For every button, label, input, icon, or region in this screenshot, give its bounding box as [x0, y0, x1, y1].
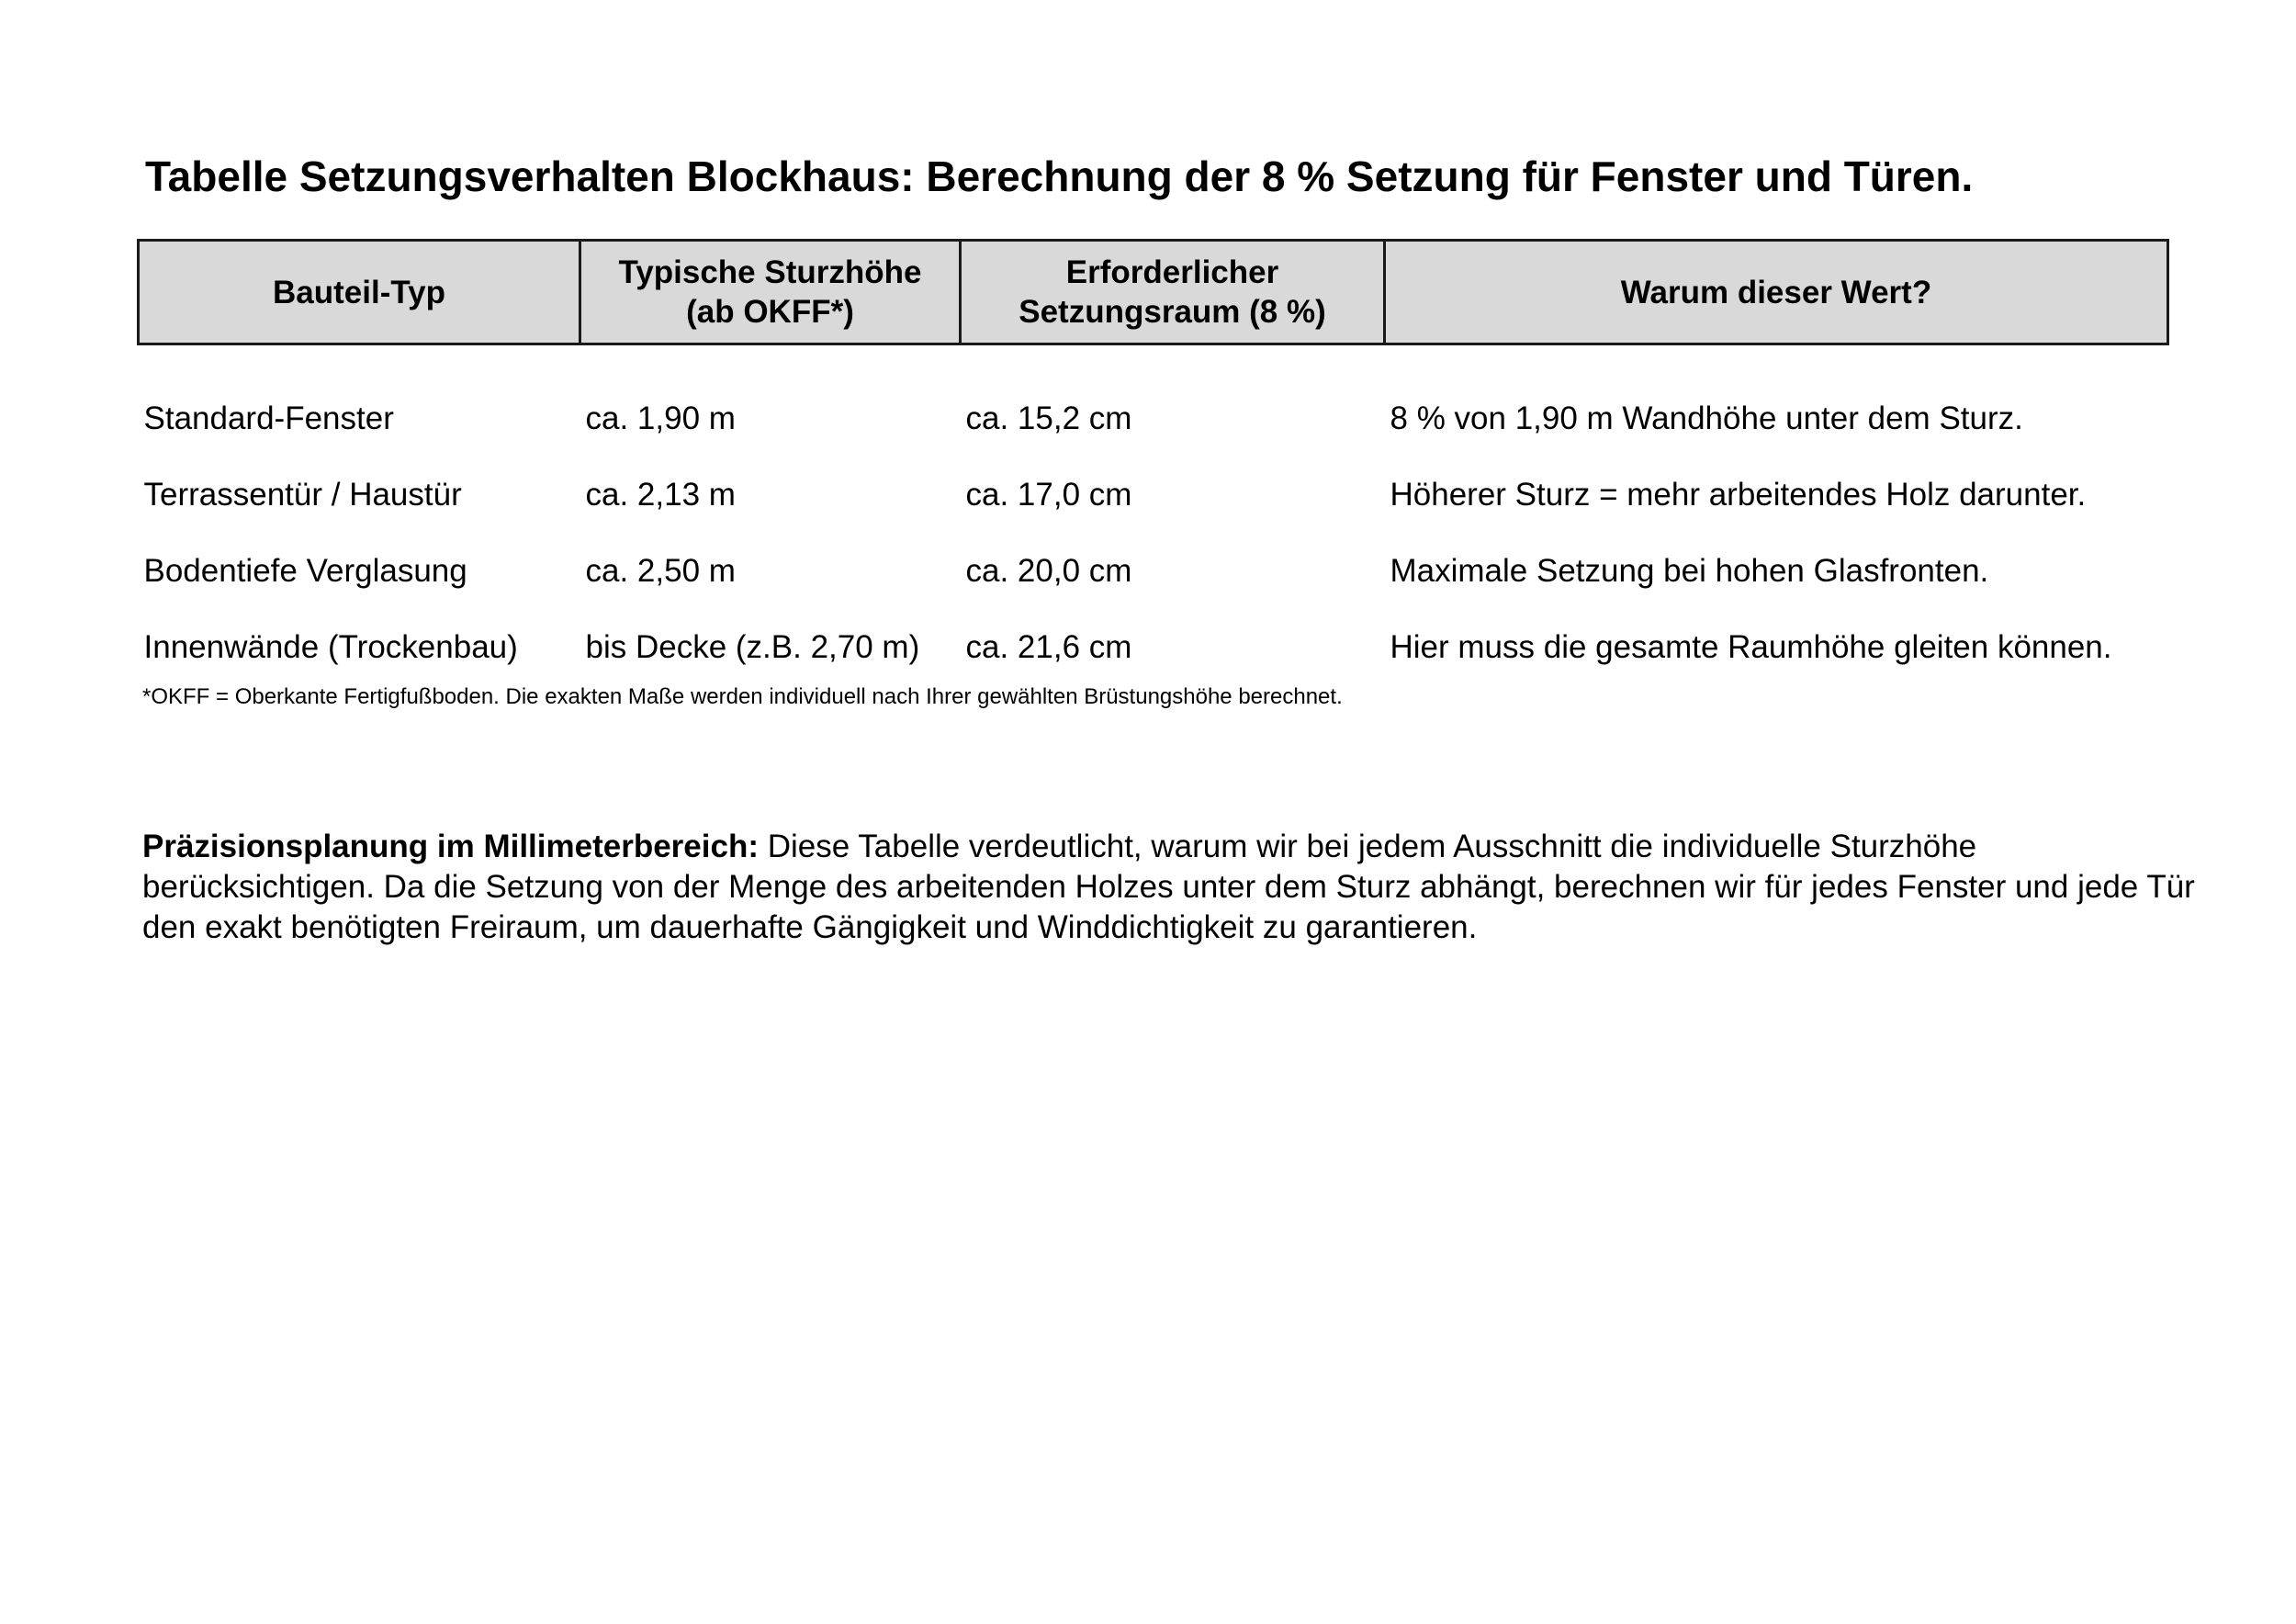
header-line: Setzungsraum (8 %) [1019, 294, 1326, 330]
cell-begruendung: Hier muss die gesamte Raumhöhe gleiten können. [1390, 628, 2112, 665]
cell-setzungsraum: ca. 15,2 cm [965, 400, 1132, 436]
cell-setzungsraum: ca. 21,6 cm [965, 628, 1132, 665]
settlement-table [137, 239, 2169, 685]
cell-begruendung: Maximale Setzung bei hohen Glasfronten. [1390, 552, 1989, 589]
header-line: (ab OKFF*) [686, 294, 854, 330]
table-row [139, 533, 2168, 609]
cell-setzungsraum: ca. 20,0 cm [965, 552, 1132, 589]
page-title: Tabelle Setzungsverhalten Blockhaus: Berechnung der 8 % Setzung für Fenster und Türen. [145, 152, 1974, 200]
cell-sturzhoehe: ca. 2,50 m [585, 552, 736, 589]
table-row [139, 609, 2168, 685]
cell-bauteil: Bodentiefe Verglasung [143, 552, 467, 589]
header-begruendung [1385, 241, 2168, 344]
summary-lead: Präzisionsplanung im Millimeterbereich: [142, 829, 759, 864]
cell-bauteil: Innenwände (Trockenbau) [143, 628, 518, 665]
table-row [139, 344, 2168, 457]
cell-sturzhoehe: ca. 2,13 m [585, 476, 736, 513]
cell-begruendung: 8 % von 1,90 m Wandhöhe unter dem Sturz. [1390, 400, 2023, 436]
cell-begruendung: Höherer Sturz = mehr arbeitendes Holz darunter. [1390, 476, 2087, 513]
table-footnote: *OKFF = Oberkante Fertigfußboden. Die exakten Maße werden individuell nach Ihrer gewählten Brüstungshöhe berechnet. [142, 684, 1343, 709]
cell-bauteil: Terrassentür / Haustür [143, 476, 462, 513]
cell-sturzhoehe: ca. 1,90 m [585, 400, 736, 436]
header-line: Warum dieser Wert? [1620, 274, 1932, 310]
header-bauteil-typ [139, 241, 580, 344]
header-line: Erforderlicher [1065, 254, 1279, 290]
cell-bauteil: Standard-Fenster [143, 400, 394, 436]
cell-setzungsraum: ca. 17,0 cm [965, 476, 1132, 513]
summary-body: Diese Tabelle verdeutlicht, warum wir bei jedem Ausschnitt die individuelle Sturzhöhe berücksichtigen. Da die Setzung von der Menge des arbeitenden Holzes unter dem Sturz abhängt, berechnen wir für jedes Fenster und jede Tür den exakt benötigten Freiraum, um dauerhafte Gängigkeit und Winddichtigkeit zu garantieren. [142, 829, 2195, 945]
cell-sturzhoehe: bis Decke (z.B. 2,70 m) [585, 628, 920, 665]
summary-paragraph [142, 827, 2200, 948]
header-sturzhoehe [580, 241, 961, 344]
header-setzungsraum [961, 241, 1385, 344]
table-row [139, 457, 2168, 533]
header-line: Bauteil-Typ [273, 274, 445, 310]
table-header-row [139, 241, 2168, 344]
header-line: Typische Sturzhöhe [618, 254, 922, 290]
